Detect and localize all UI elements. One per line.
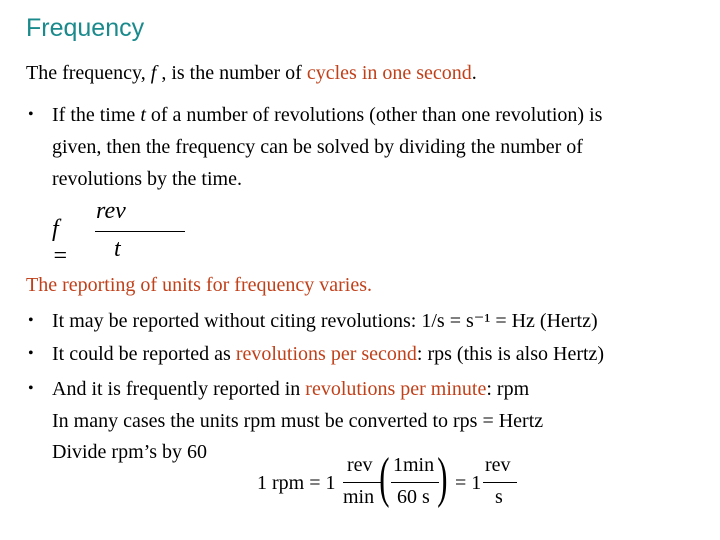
fraction-bar — [483, 482, 517, 483]
bullet4-line2: In many cases the units rpm must be converted to rps = Hertz — [52, 410, 544, 432]
bullet3-highlight: revolutions per second — [235, 343, 417, 365]
bullet1-line1 — [52, 100, 602, 130]
conversion-frac2-num: 1min — [393, 454, 435, 476]
bullet3-post: : rps (this is also Hertz) — [416, 343, 605, 365]
formula-numerator: rev — [96, 198, 126, 224]
rpm-conversion-equation — [257, 447, 527, 514]
bullet1-line2: given, then the frequency can be solved by dividing the number of — [52, 136, 583, 158]
bullet-marker: • — [28, 380, 34, 397]
slide-title: Frequency — [26, 14, 145, 42]
bullet4-line1 — [52, 374, 529, 404]
intro-line — [26, 58, 477, 88]
time-symbol: t — [140, 104, 146, 126]
fraction-bar — [95, 231, 185, 232]
right-paren: ) — [437, 447, 448, 509]
bullet1-line3: revolutions by the time. — [52, 168, 242, 190]
fraction-bar — [343, 482, 381, 483]
conversion-frac1-den: min — [343, 486, 375, 508]
intro-end: . — [471, 62, 477, 84]
bullet-marker: • — [28, 345, 34, 362]
conversion-frac3-den: s — [495, 486, 503, 508]
bullet3-pre: It could be reported as — [52, 343, 236, 365]
intro-highlight: cycles in one second — [306, 62, 472, 84]
intro-pre: The frequency, — [26, 62, 151, 84]
frequency-symbol: f — [150, 62, 157, 84]
fraction-bar — [391, 482, 439, 483]
bullet2-text: It may be reported without citing revolutions: 1/s = s⁻¹ = Hz (Hertz) — [52, 310, 598, 332]
conversion-lhs: 1 rpm = 1 — [257, 472, 336, 494]
conversion-frac1-num: rev — [347, 454, 373, 476]
bullet4-highlight: revolutions per minute — [305, 378, 487, 400]
bullet-marker: • — [28, 106, 34, 123]
bullet1-post: of a number of revolutions (other than one revolution) is — [145, 104, 603, 126]
formula-lhs: f = — [52, 216, 69, 269]
bullet-marker: • — [28, 312, 34, 329]
conversion-frac3-num: rev — [485, 454, 511, 476]
formula-denominator: t — [114, 236, 121, 262]
bullet3-text — [52, 339, 604, 369]
units-heading: The reporting of units for frequency varies. — [26, 274, 372, 296]
conversion-frac2-den: 60 s — [397, 486, 430, 508]
conversion-rhs: = 1 — [455, 472, 482, 494]
bullet4-line3: Divide rpm’s by 60 — [52, 441, 207, 463]
left-paren: ( — [379, 447, 390, 509]
intro-mid: , is the number of — [156, 62, 307, 84]
bullet4-pre: And it is frequently reported in — [52, 378, 306, 400]
bullet1-pre: If the time — [52, 104, 141, 126]
bullet4-post: : rpm — [486, 378, 530, 400]
